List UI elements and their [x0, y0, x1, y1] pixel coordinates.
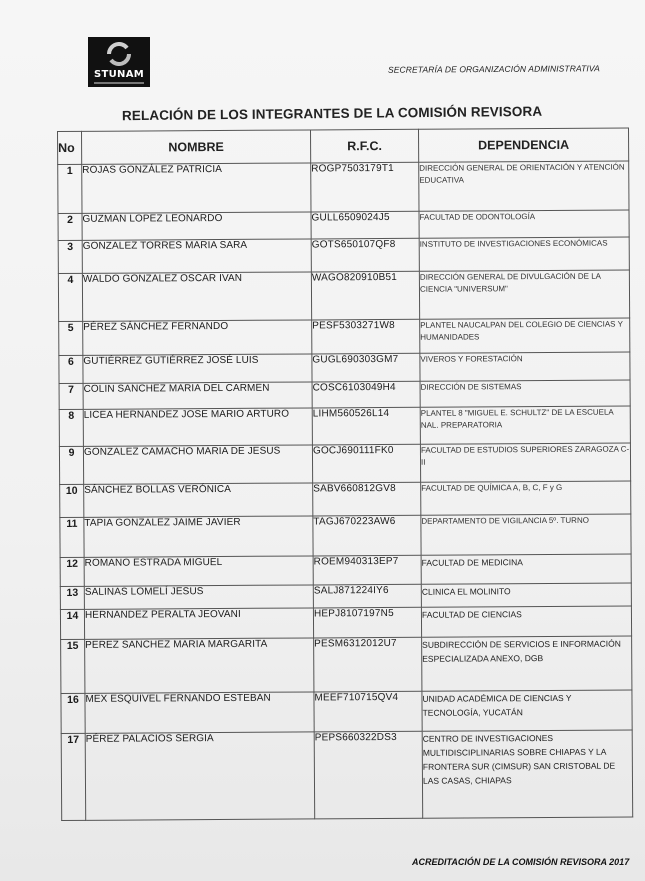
cell-dependencia: FACULTAD DE ODONTOLOGÍA: [419, 210, 629, 238]
cell-no: 12: [60, 557, 84, 586]
table-row: [58, 237, 629, 273]
table-row: [60, 554, 631, 586]
table-row: [60, 481, 631, 517]
cell-rfc: GOTS650107QF8: [311, 238, 419, 272]
cell-rfc: PESF5303271W8: [312, 319, 420, 354]
cell-dependencia: DEPARTAMENTO DE VIGILANCIA 5º. TURNO: [421, 514, 631, 555]
cell-no: 4: [58, 273, 82, 321]
cell-dependencia: INSTITUTO DE INVESTIGACIONES ECONÓMICAS: [419, 237, 629, 271]
stunam-emblem-icon: [105, 42, 133, 66]
table-row: [60, 583, 631, 609]
cell-no: 15: [61, 639, 85, 693]
cell-dependencia: UNIDAD ACADÉMICA DE CIENCIAS Y TECNOLOGÍA, YUCATÁN: [422, 690, 632, 731]
table-row: [61, 730, 633, 820]
cell-dependencia: FACULTAD DE QUÍMICA A, B, C, F y G: [421, 481, 631, 515]
cell-no: 10: [60, 484, 84, 517]
cell-rfc: SALJ871224IY6: [313, 584, 421, 608]
cell-nombre: SALINAS LOMELÍ JESUS: [84, 585, 313, 609]
cell-no: 3: [58, 240, 82, 273]
cell-dependencia: PLANTEL NAUCALPAN DEL COLEGIO DE CIENCIAS Y HUMANIDADES: [420, 318, 630, 353]
cell-rfc: MEEF710715QV4: [314, 691, 422, 732]
cell-rfc: PEPS660322DS3: [314, 731, 423, 819]
cell-dependencia: VIVEROS Y FORESTACIÓN: [420, 352, 630, 381]
cell-rfc: TAGJ670223AW6: [313, 515, 421, 556]
logo-subtitle-bar: [94, 82, 144, 84]
cell-no: 14: [60, 609, 84, 639]
cell-nombre: HERNANDEZ PERALTA JEOVANI: [84, 608, 313, 639]
cell-rfc: SABV660812GV8: [313, 482, 421, 516]
cell-no: 8: [59, 409, 83, 446]
table-row: [58, 270, 629, 321]
cell-no: 13: [60, 586, 84, 609]
cell-nombre: MEX ESQUIVEL FERNANDO ESTEBAN: [85, 692, 314, 733]
secretaria-heading: SECRETARÍA DE ORGANIZACIÓN ADMINISTRATIVA: [387, 63, 600, 75]
cell-no: 9: [59, 446, 83, 484]
table-row: [59, 318, 630, 355]
cell-nombre: ROJAS GONZÁLEZ PATRICIA: [82, 163, 311, 213]
cell-nombre: WALDO GONZALEZ OSCAR IVAN: [82, 272, 311, 321]
table-row: [61, 690, 632, 733]
cell-no: 7: [59, 383, 83, 409]
cell-rfc: ROGP7503179T1: [311, 162, 419, 212]
cell-nombre: TAPIA GONZALEZ JAIME JAVIER: [84, 516, 313, 557]
cell-nombre: LICEA HERNANDEZ JOSE MARIO ARTURO: [83, 408, 312, 446]
table-header-row: [58, 128, 629, 164]
cell-dependencia: FACULTAD DE CIENCIAS: [421, 606, 631, 637]
cell-rfc: HEPJ8107197N5: [313, 607, 421, 638]
cell-nombre: GUZMAN LOPEZ LEONARDO: [82, 212, 311, 240]
cell-rfc: ROEM940313EP7: [313, 555, 421, 585]
cell-no: 6: [59, 355, 83, 383]
table-row: [59, 380, 630, 409]
cell-dependencia: SUBDIRECCIÓN DE SERVICIOS E INFORMACIÓN ESPECIALIZADA ANEXO, DGB: [422, 636, 632, 691]
cell-rfc: GUGL690303GM7: [312, 353, 420, 382]
stunam-logo: [88, 37, 150, 87]
table-row: [59, 443, 630, 484]
table-row: [58, 210, 629, 240]
cell-nombre: ROMANO ESTRADA MIGUEL: [84, 556, 313, 586]
cell-dependencia: DIRECCIÓN DE SISTEMAS: [420, 380, 630, 407]
column-header-rfc: R.F.C.: [310, 129, 418, 163]
table-row: [61, 636, 632, 693]
table-row: [59, 406, 630, 446]
cell-no: 17: [61, 733, 86, 820]
cell-nombre: GONZALEZ TORRES MARIA SARA: [82, 239, 311, 273]
cell-nombre: COLIN SANCHEZ MARIA DEL CARMEN: [83, 382, 312, 409]
footer-text: ACREDITACIÓN DE LA COMISIÓN REVISORA 2017: [412, 857, 630, 867]
cell-rfc: WAGO820910B51: [311, 271, 419, 320]
cell-nombre: SÁNCHEZ BOLLAS VERÓNICA: [84, 483, 313, 517]
cell-dependencia: DIRECCIÓN GENERAL DE DIVULGACIÓN DE LA CIENCIA "UNIVERSUM": [419, 270, 629, 319]
column-header-dependencia: DEPENDENCIA: [418, 128, 628, 162]
cell-rfc: GULL6509024J5: [311, 211, 419, 239]
logo-text: STUNAM: [93, 69, 144, 80]
column-header-nombre: NOMBRE: [82, 130, 311, 164]
column-header-no: No: [58, 131, 82, 164]
cell-rfc: COSC6103049H4: [312, 381, 420, 408]
cell-dependencia: CLINICA EL MOLINITO: [421, 583, 631, 607]
cell-nombre: PÉREZ SÁNCHEZ FERNANDO: [83, 320, 312, 355]
cell-dependencia: CENTRO DE INVESTIGACIONES MULTIDISCIPLINARIAS SOBRE CHIAPAS Y LA FRONTERA SUR (CIMSUR) SAN CRISTOBAL DE LAS CASAS, CHIAPAS: [422, 730, 633, 818]
table-row: [59, 352, 630, 383]
cell-dependencia: FACULTAD DE MEDICINA: [421, 554, 631, 584]
table-body: [58, 161, 633, 820]
cell-dependencia: FACULTAD DE ESTUDIOS SUPERIORES ZARAGOZA C-II: [420, 443, 630, 482]
table-row: [60, 606, 631, 639]
cell-rfc: GOCJ690111FK0: [312, 444, 420, 483]
cell-no: 16: [61, 693, 85, 733]
cell-no: 11: [60, 517, 84, 557]
table-row: [58, 161, 629, 213]
cell-nombre: PÉREZ PALACIOS SERGIA: [85, 732, 315, 820]
document-title: RELACIÓN DE LOS INTEGRANTES DE LA COMISIÓN REVISORA: [121, 103, 543, 124]
cell-rfc: PESM6312012U7: [314, 637, 422, 692]
cell-no: 5: [59, 321, 83, 355]
cell-no: 2: [58, 213, 82, 240]
cell-nombre: GUTIÉRREZ GUTIÉRREZ JOSÉ LUIS: [83, 354, 312, 383]
cell-nombre: PEREZ SANCHEZ MARIA MARGARITA: [85, 638, 314, 693]
cell-no: 1: [58, 164, 82, 213]
table-row: [60, 514, 631, 557]
cell-dependencia: PLANTEL 8 "MIGUEL E. SCHULTZ" DE LA ESCUELA NAL. PREPARATORIA: [420, 406, 630, 444]
cell-rfc: LIHM560526L14: [312, 407, 420, 445]
members-table: [57, 128, 633, 821]
cell-dependencia: DIRECCIÓN GENERAL DE ORIENTACIÓN Y ATENCIÓN EDUCATIVA: [419, 161, 629, 211]
cell-nombre: GONZALEZ CAMACHO MARIA DE JESUS: [83, 445, 312, 484]
